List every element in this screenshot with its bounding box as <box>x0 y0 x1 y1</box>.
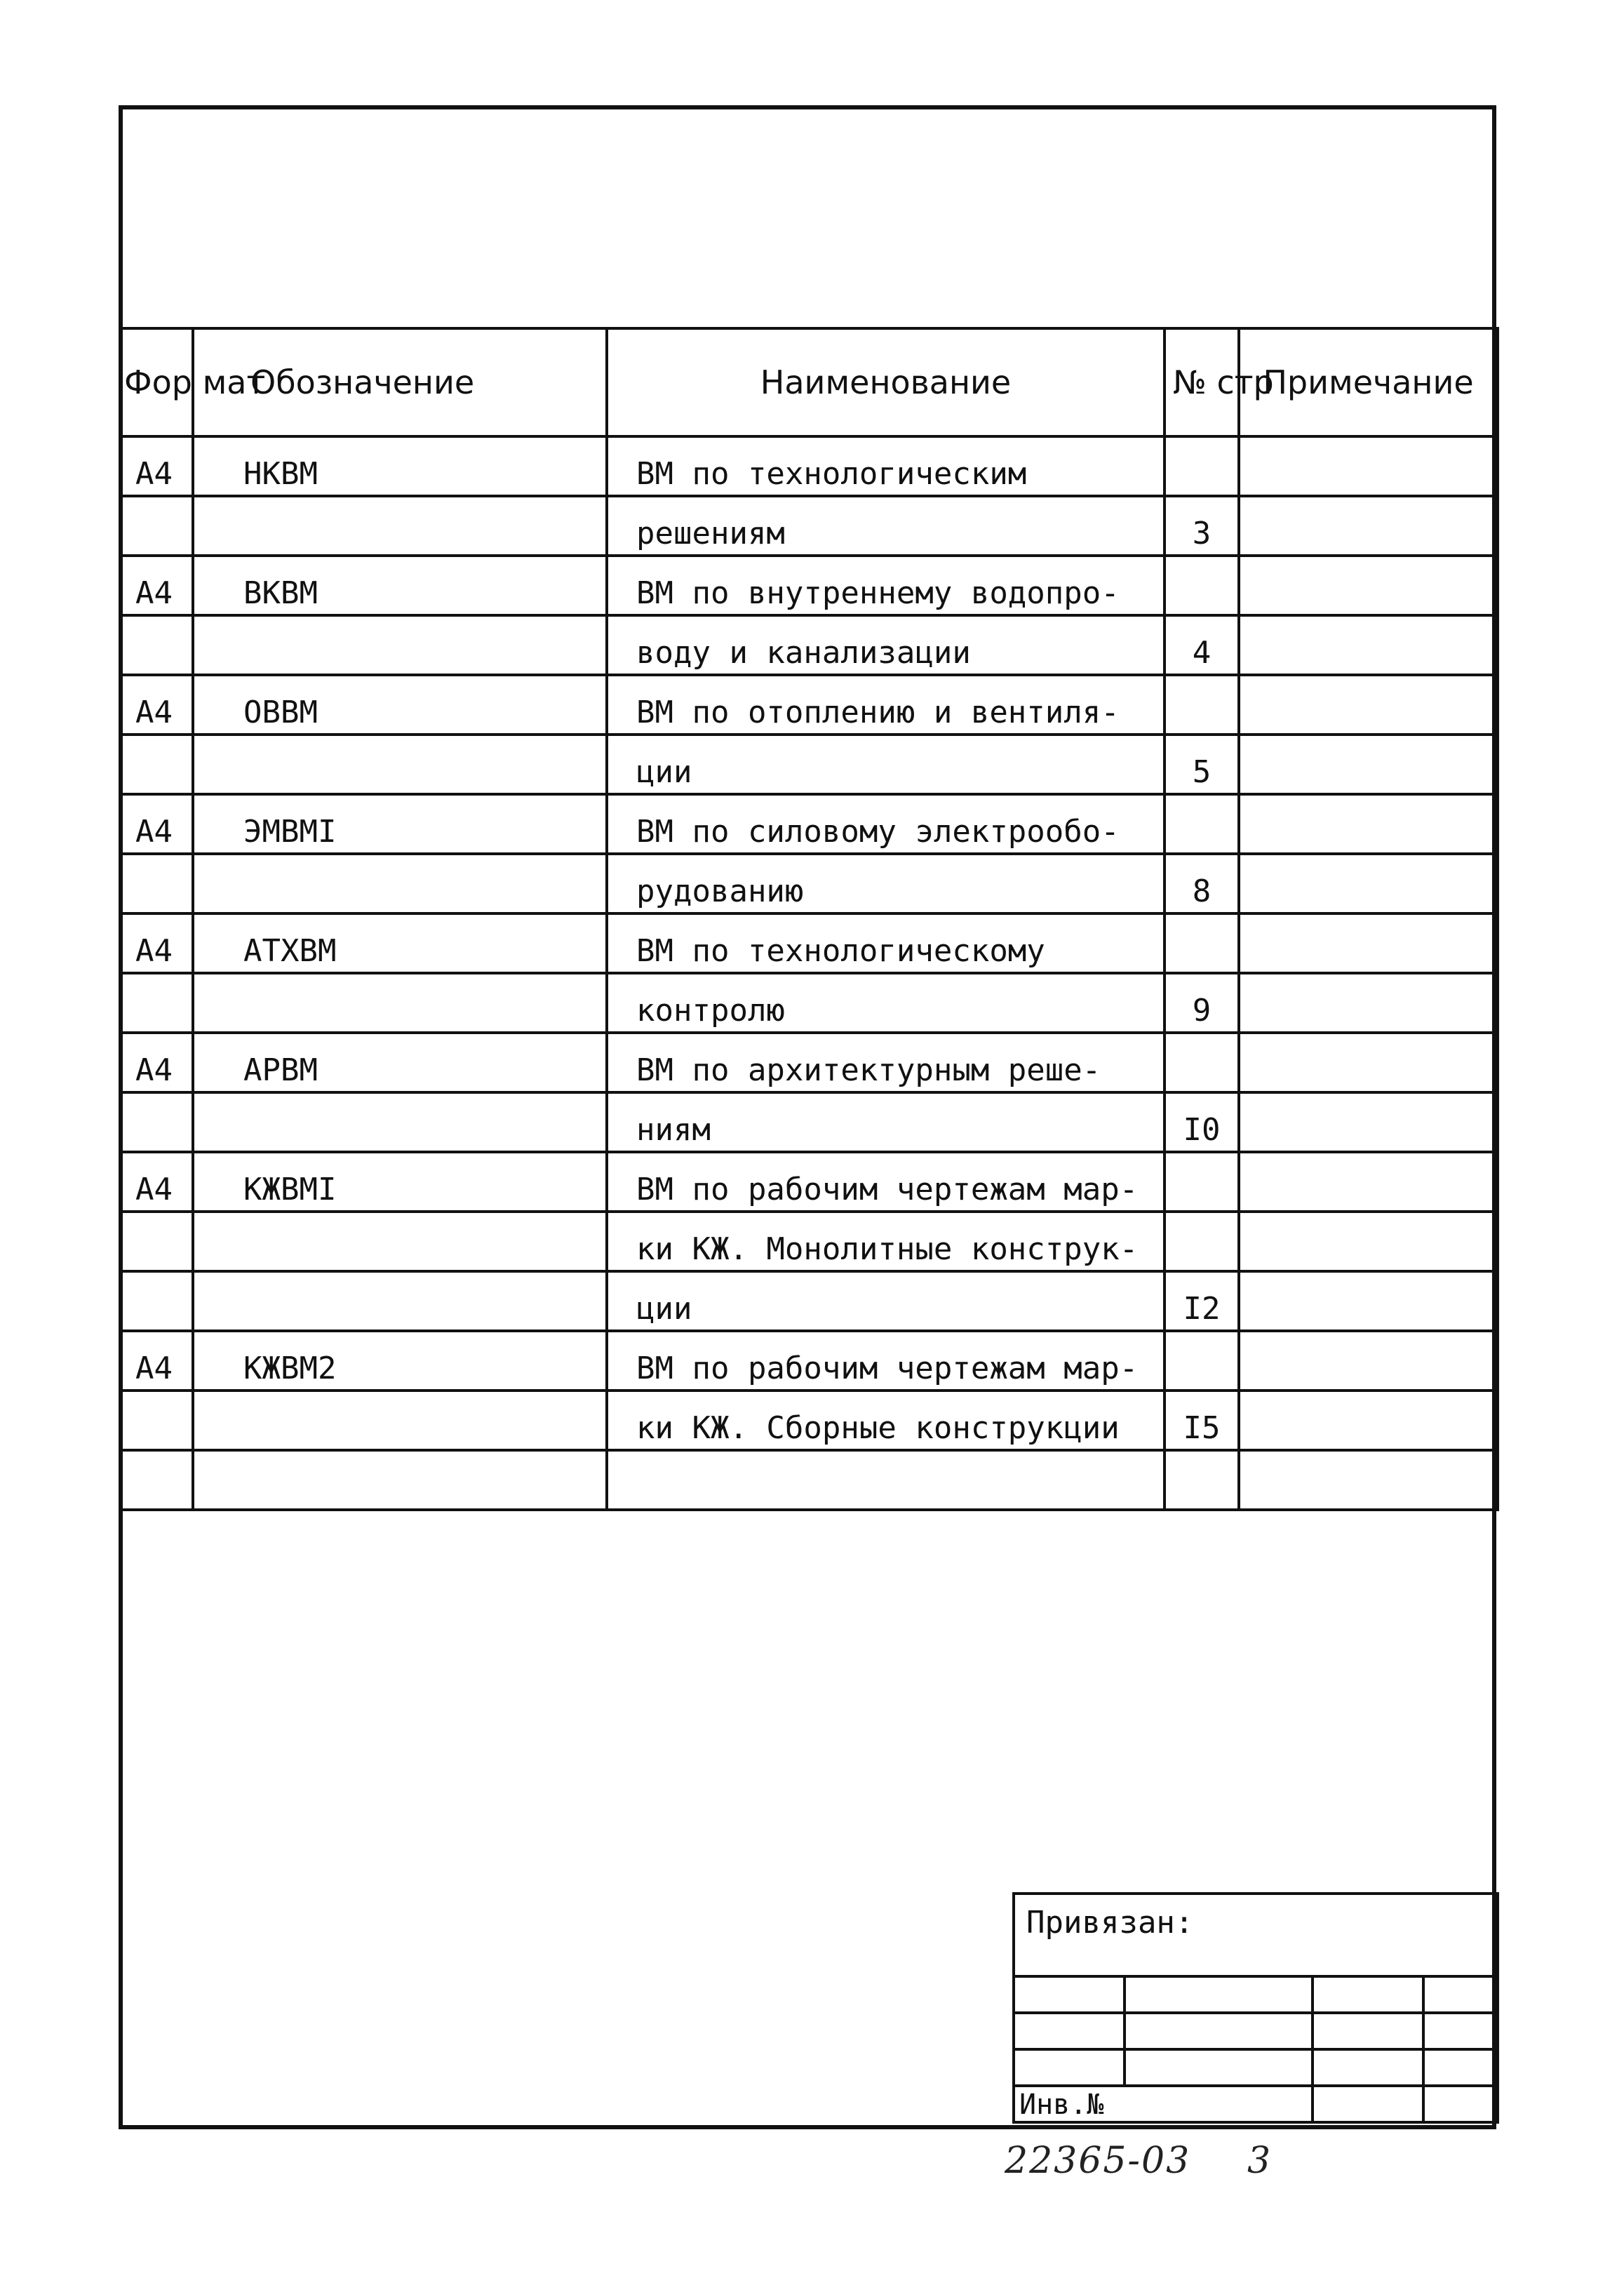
cell-format <box>120 496 193 556</box>
header-page: № стр <box>1165 328 1239 436</box>
cell-note <box>1239 854 1498 913</box>
cell-name: рудованию <box>607 854 1165 913</box>
header-format: Фор мат <box>120 328 193 436</box>
cell-note <box>1239 1033 1498 1092</box>
stamp-cell <box>1014 2049 1125 2086</box>
cell-name: ВМ по силовому электрообо- <box>607 794 1165 854</box>
cell-note <box>1239 496 1498 556</box>
table-row <box>120 913 1498 973</box>
cell-name: решениям <box>607 496 1165 556</box>
table-row <box>120 735 1498 794</box>
table-row <box>120 973 1498 1033</box>
cell-page <box>1165 556 1239 615</box>
cell-format: А4 <box>120 436 193 496</box>
cell-note <box>1239 1391 1498 1450</box>
sheet-number: 3 <box>1247 2140 1273 2182</box>
table-row <box>120 1092 1498 1152</box>
cell-page: 4 <box>1165 615 1239 675</box>
cell-page: 3 <box>1165 496 1239 556</box>
cell-format <box>120 1271 193 1331</box>
cell-format <box>120 1092 193 1152</box>
cell-designation: АТХВМ <box>193 913 607 973</box>
table-row <box>120 675 1498 735</box>
cell-designation <box>193 1391 607 1450</box>
cell-format: А4 <box>120 794 193 854</box>
cell-name: ВМ по рабочим чертежам мар- <box>607 1331 1165 1391</box>
cell-page <box>1165 1331 1239 1391</box>
cell-note <box>1239 913 1498 973</box>
cell-name: ВМ по архитектурным реше- <box>607 1033 1165 1092</box>
cell-note <box>1239 1450 1498 1510</box>
cell-format: А4 <box>120 675 193 735</box>
cell-designation <box>193 854 607 913</box>
cell-note <box>1239 675 1498 735</box>
cell-designation: ВКВМ <box>193 556 607 615</box>
stamp-cell <box>1313 2013 1423 2049</box>
cell-page: I0 <box>1165 1092 1239 1152</box>
table-row <box>120 1450 1498 1510</box>
cell-page: 8 <box>1165 854 1239 913</box>
cell-format <box>120 615 193 675</box>
stamp-cell <box>1014 1976 1125 2013</box>
stamp-block <box>1012 1892 1499 2124</box>
stamp-cell <box>1125 2013 1313 2049</box>
cell-designation <box>193 735 607 794</box>
cell-page: 5 <box>1165 735 1239 794</box>
cell-designation <box>193 1212 607 1271</box>
stamp-title: Привязан: <box>1014 1894 1498 1976</box>
cell-format <box>120 735 193 794</box>
table-row <box>120 436 1498 496</box>
header-designation: Обозначение <box>193 328 607 436</box>
cell-designation <box>193 1271 607 1331</box>
cell-designation: КЖВМI <box>193 1152 607 1212</box>
cell-page <box>1165 1450 1239 1510</box>
cell-note <box>1239 436 1498 496</box>
cell-name: контролю <box>607 973 1165 1033</box>
cell-name: ки КЖ. Сборные конструкции <box>607 1391 1165 1450</box>
cell-page <box>1165 794 1239 854</box>
cell-designation <box>193 1092 607 1152</box>
stamp-cell <box>1313 2086 1423 2122</box>
cell-format: А4 <box>120 1152 193 1212</box>
cell-name: ции <box>607 1271 1165 1331</box>
table-row <box>120 615 1498 675</box>
cell-designation: КЖВМ2 <box>193 1331 607 1391</box>
cell-name: ки КЖ. Монолитные конструк- <box>607 1212 1165 1271</box>
cell-designation: АРВМ <box>193 1033 607 1092</box>
stamp-cell <box>1423 1976 1498 2013</box>
cell-note <box>1239 794 1498 854</box>
cell-designation: ОВВМ <box>193 675 607 735</box>
cell-page <box>1165 913 1239 973</box>
cell-name: ВМ по технологическому <box>607 913 1165 973</box>
cell-page: I5 <box>1165 1391 1239 1450</box>
stamp-cell <box>1125 1976 1313 2013</box>
table-row <box>120 794 1498 854</box>
cell-format <box>120 973 193 1033</box>
header-name: Наименование <box>607 328 1165 436</box>
table-row <box>120 854 1498 913</box>
table-body <box>120 436 1498 1510</box>
cell-format: А4 <box>120 556 193 615</box>
cell-designation <box>193 973 607 1033</box>
cell-name: ВМ по технологическим <box>607 436 1165 496</box>
table-row <box>120 1391 1498 1450</box>
cell-format <box>120 1391 193 1450</box>
cell-name: ВМ по внутреннему водопро- <box>607 556 1165 615</box>
cell-name <box>607 1450 1165 1510</box>
cell-page <box>1165 1212 1239 1271</box>
cell-page <box>1165 1033 1239 1092</box>
cell-note <box>1239 615 1498 675</box>
table-row <box>120 496 1498 556</box>
cell-note <box>1239 1212 1498 1271</box>
table-row <box>120 1033 1498 1092</box>
stamp-cell <box>1014 2013 1125 2049</box>
stamp-cell <box>1313 1976 1423 2013</box>
cell-name: ции <box>607 735 1165 794</box>
stamp-cell <box>1423 2013 1498 2049</box>
cell-format <box>120 1450 193 1510</box>
table-row <box>120 1212 1498 1271</box>
table-header-row <box>120 328 1498 436</box>
cell-page: I2 <box>1165 1271 1239 1331</box>
cell-page <box>1165 436 1239 496</box>
stamp-cell <box>1125 2049 1313 2086</box>
cell-note <box>1239 1331 1498 1391</box>
stamp-cell <box>1423 2086 1498 2122</box>
cell-page: 9 <box>1165 973 1239 1033</box>
cell-page <box>1165 675 1239 735</box>
cell-designation <box>193 615 607 675</box>
cell-name: ВМ по рабочим чертежам мар- <box>607 1152 1165 1212</box>
cell-note <box>1239 556 1498 615</box>
document-code: 22365-03 <box>1005 2140 1191 2182</box>
cell-note <box>1239 735 1498 794</box>
table-row <box>120 1271 1498 1331</box>
cell-name: воду и канализации <box>607 615 1165 675</box>
cell-designation <box>193 496 607 556</box>
table-row <box>120 556 1498 615</box>
stamp-cell <box>1423 2049 1498 2086</box>
table-row <box>120 1152 1498 1212</box>
cell-note <box>1239 1271 1498 1331</box>
cell-note <box>1239 1152 1498 1212</box>
cell-designation: НКВМ <box>193 436 607 496</box>
cell-format <box>120 1212 193 1271</box>
stamp-cell <box>1313 2049 1423 2086</box>
table-row <box>120 1331 1498 1391</box>
cell-note <box>1239 1092 1498 1152</box>
cell-designation <box>193 1450 607 1510</box>
cell-format: А4 <box>120 1033 193 1092</box>
cell-format: А4 <box>120 1331 193 1391</box>
cell-name: ниям <box>607 1092 1165 1152</box>
cell-format <box>120 854 193 913</box>
inventory-number-label: Инв.№ <box>1014 2086 1313 2122</box>
specification-table <box>119 327 1499 1511</box>
cell-name: ВМ по отоплению и вентиля- <box>607 675 1165 735</box>
cell-page <box>1165 1152 1239 1212</box>
header-note: Примечание <box>1239 328 1498 436</box>
cell-designation: ЭМВМI <box>193 794 607 854</box>
cell-note <box>1239 973 1498 1033</box>
cell-format: А4 <box>120 913 193 973</box>
